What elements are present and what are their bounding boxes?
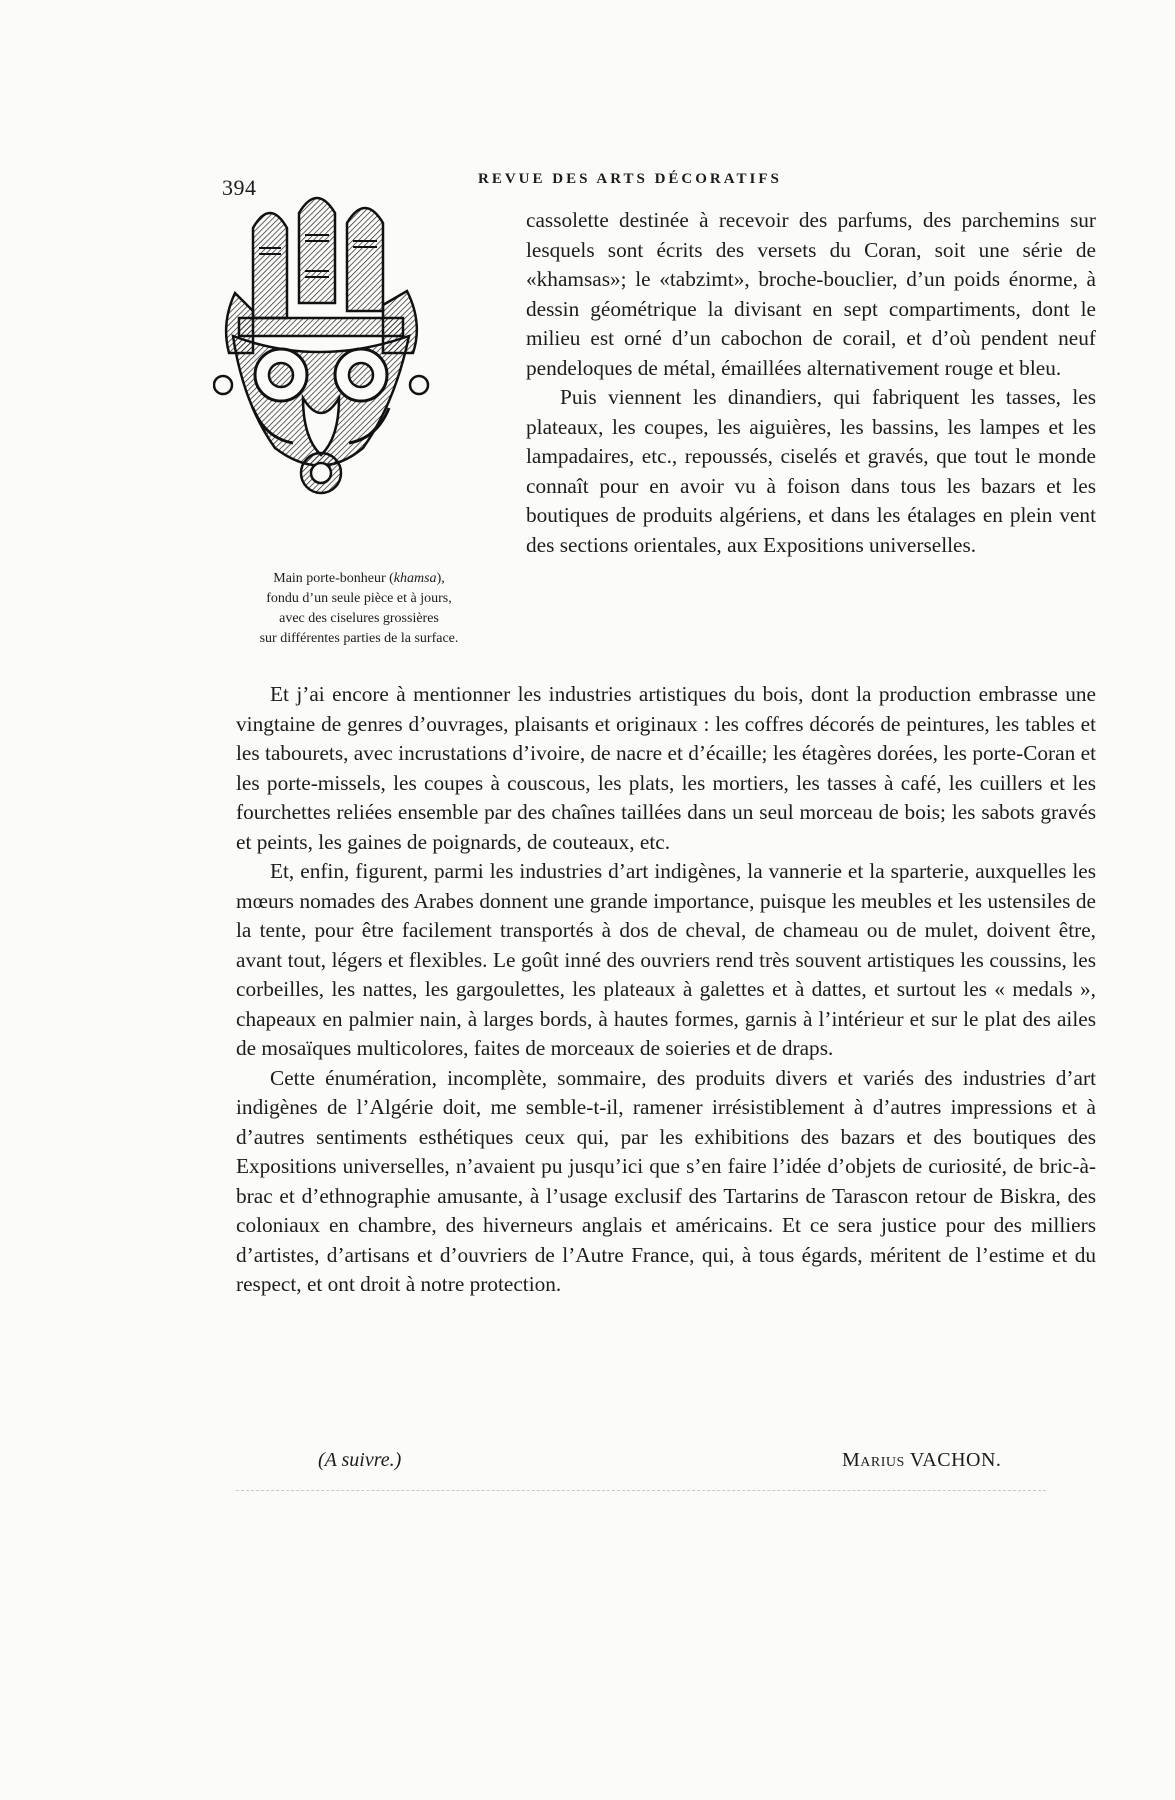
paragraph-dinandiers: Puis viennent les dinandiers, qui fabriquent les tasses, les plateaux, les coupes, les aiguières, les bassins, les lampes et les lampadaires, etc., repoussés, ciselés et gravés, que tout le monde connaît pour en avoir vu à foison dans tous les bazars et les boutiques de produits algériens, et dans les étalages en plein vent des sections orientales, aux Expositions universelles. <box>526 385 1096 557</box>
page-number: 394 <box>222 175 257 200</box>
paragraph-bois: Et j’ai encore à mentionner les industries artistiques du bois, dont la production embrasse une vingtaine de genres d’ouvrages, plaisants et originaux : les coffres décorés de peintures, les tables et les tabourets, avec incrustations d’ivoire, de nacre et d’écaille; les étagères dorées, les porte-Coran et les porte-missels, les coupes à couscous, les plats, les mortiers, les tasses à café, les cuillers et les fourchettes reliées ensemble par des chaînes taillées dans un seul morceau de bois; les sabots gravés et peints, les gaines de poignards, de couteaux, etc. <box>236 682 1096 854</box>
paragraph-enumeration: Cette énumération, incomplète, sommaire, des produits divers et variés des industries d’art indigènes de l’Algérie doit, me semble-t-il, ramener irrésistiblement à d’autres impressions et à d’autres sentiments esthétiques ceux qui, par les exhibitions des bazars et des boutiques des Expositions universelles, n’avaient pu jusqu’ici que s’en faire l’idée d’objets de curiosité, de bric-à-brac et d’ethnographie amusante, à l’usage exclusif des Tartarins de Tarascon retour de Biskra, des coloniaux en chambre, des hiverneurs anglais et américains. Et ce sera justice pour des milliers d’artistes, d’artisans et d’ouvriers de l’Autre France, qui, à tous égards, méritent de l’estime et du respect, et ont droit à notre protection. <box>236 1065 1096 1296</box>
paragraph-cassolette: cassolette destinée à recevoir des parfums, des parchemins sur lesquels sont écrits des versets du Coran, soit une série de «khamsas»; le «tabzimt», broche-bouclier, d’un poids énorme, à dessin géométrique la divisant en sept compartiments, dont le milieu est orné d’un cabochon de corail, et d’où pendent neuf pendeloques de métal, émaillées alternativement rouge et bleu. <box>526 208 1096 380</box>
main-text <box>236 680 1096 1300</box>
page-rule <box>236 1490 1046 1491</box>
finger-right <box>347 208 383 311</box>
to-be-continued: (A suivre.) <box>318 1449 402 1471</box>
running-title: REVUE DES ARTS DÉCORATIFS <box>478 171 782 187</box>
ring-left <box>214 376 232 394</box>
khamsa-hand-illustration <box>213 193 505 570</box>
finger-left <box>253 213 287 318</box>
right-column <box>526 206 1096 560</box>
ring-right <box>410 376 428 394</box>
paragraph-vannerie: Et, enfin, figurent, parmi les industries d’art indigènes, la vannerie et la sparterie, auxquelles les mœurs nomades des Arabes donnent une grande importance, puisque les meubles et les ustensiles de la tente, pour être facilement transportés à dos de cheval, de chameau ou de mulet, doivent être, avant tout, légers et flexibles. Le goût inné des ouvriers rend très souvent artistiques les coussins, les corbeilles, les nattes, les gargoulettes, les plateaux à galettes et à dattes, et surtout les « medals », chapeaux en palmier nain, à larges bords, à hautes formes, garnis à l’intérieur et sur le plat des ailes de mosaïques multicolores, faites de morceaux de soieries et de draps. <box>236 859 1096 1060</box>
author-signature: Marius VACHON. <box>842 1449 1002 1471</box>
figure-caption: Main porte-bonheur (khamsa), fondu d’un seule pièce et à jours, avec des ciselures grossières sur différentes parties de la surface. <box>259 571 459 646</box>
palm-band <box>239 318 403 336</box>
finger-middle <box>299 198 335 303</box>
